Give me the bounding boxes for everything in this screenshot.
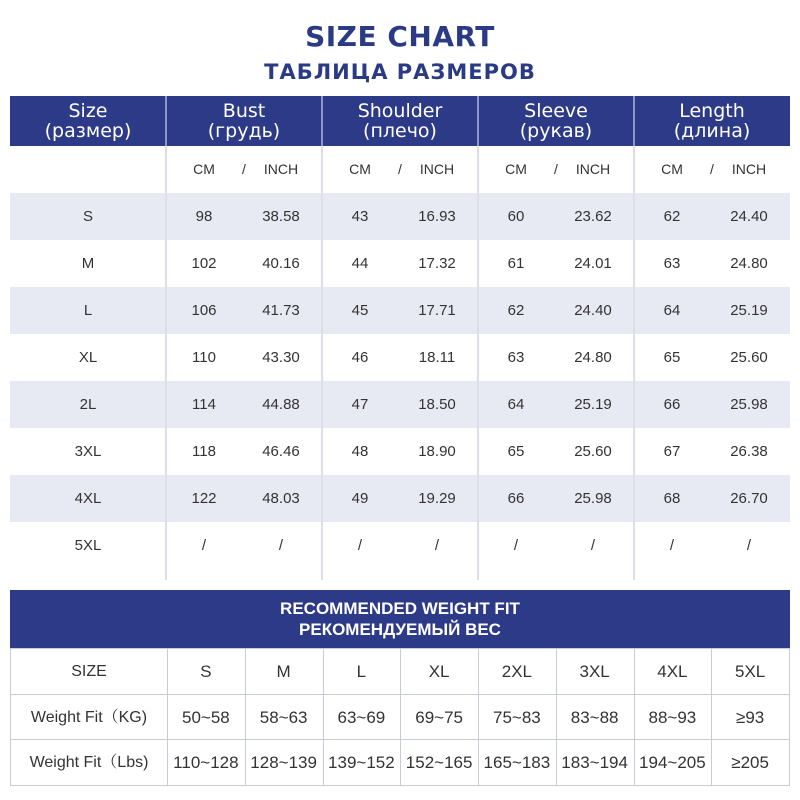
weight-kg-cell: 63~69 xyxy=(337,707,386,727)
value-cell: / xyxy=(357,537,363,554)
weight-size-cell: L xyxy=(356,662,367,681)
value-cell: / xyxy=(278,537,284,554)
weight-size-cell: 2XL xyxy=(501,662,532,681)
value-cell: 65 xyxy=(663,349,681,366)
header-divider xyxy=(633,96,635,146)
weight-size-cell: M xyxy=(276,662,291,681)
size-cell: 5XL xyxy=(74,537,102,554)
weight-lbs-cell: 139~152 xyxy=(328,753,395,772)
table-row xyxy=(10,428,790,475)
page-title: SIZE CHART xyxy=(305,20,495,53)
value-cell: 43 xyxy=(351,208,369,225)
unit-separator: / xyxy=(398,161,402,177)
value-cell: 25.98 xyxy=(730,396,768,413)
table-row xyxy=(10,193,790,240)
column-divider xyxy=(245,649,246,785)
weight-kg-cell: 69~75 xyxy=(415,707,463,727)
value-cell: 64 xyxy=(507,396,525,413)
value-cell: / xyxy=(434,537,440,554)
size-cell: 3XL xyxy=(74,443,102,460)
weight-lbs-cell: 152~165 xyxy=(405,753,473,772)
header-size-en: Size xyxy=(68,100,108,122)
value-cell: 18.11 xyxy=(418,349,456,366)
weight-lbs-label: Weight Fit（Lbs) xyxy=(29,754,149,771)
value-cell: 24.01 xyxy=(574,255,612,272)
unit-separator: / xyxy=(242,161,246,177)
weight-fit-grid xyxy=(10,648,790,786)
unit-inch: INCH xyxy=(575,161,611,177)
weight-lbs-cell: 183~194 xyxy=(561,753,628,772)
unit-inch: INCH xyxy=(419,161,455,177)
value-cell: 114 xyxy=(192,396,216,413)
value-cell: 60 xyxy=(507,208,525,225)
header-bust-ru: (грудь) xyxy=(207,120,281,142)
unit-separator: / xyxy=(710,161,714,177)
weight-size-cell: 4XL xyxy=(657,662,688,681)
units-row xyxy=(10,146,790,193)
unit-inch: INCH xyxy=(731,161,767,177)
value-cell: 17.32 xyxy=(418,255,456,272)
header-sleeve-en: Sleeve xyxy=(524,100,588,122)
size-cell: S xyxy=(82,208,93,225)
weight-fit-table xyxy=(10,590,790,786)
weight-size-cell: 3XL xyxy=(579,662,610,681)
value-cell: 23.62 xyxy=(574,208,612,225)
header-shoulder-en: Shoulder xyxy=(357,100,443,122)
value-cell: 48 xyxy=(351,443,369,460)
value-cell: 48.03 xyxy=(262,490,300,507)
header-length-en: Length xyxy=(679,100,745,122)
value-cell: 46 xyxy=(351,349,369,366)
value-cell: 110 xyxy=(192,349,216,366)
value-cell: 106 xyxy=(191,302,217,319)
size-cell: XL xyxy=(78,349,98,366)
size-cell: 4XL xyxy=(74,490,102,507)
value-cell: 24.80 xyxy=(730,255,768,272)
weight-size-label: SIZE xyxy=(71,663,107,680)
header-divider xyxy=(165,96,167,146)
unit-separator: / xyxy=(554,161,558,177)
weight-kg-cell: 83~88 xyxy=(570,707,619,727)
weight-size-cell: XL xyxy=(428,662,450,681)
column-divider xyxy=(323,649,324,785)
value-cell: 26.70 xyxy=(730,490,768,507)
weight-fit-title-ru: РЕКОМЕНДУЕМЫЙ ВЕС xyxy=(299,620,501,639)
value-cell: / xyxy=(746,537,752,554)
table-row xyxy=(10,522,790,569)
table-row xyxy=(10,334,790,381)
column-divider xyxy=(711,649,712,785)
weight-kg-cell: 75~83 xyxy=(493,707,541,727)
weight-kg-cell: 58~63 xyxy=(259,707,308,727)
value-cell: 98 xyxy=(195,208,213,225)
value-cell: 62 xyxy=(663,208,681,225)
header-length-ru: (длина) xyxy=(673,120,751,142)
value-cell: 38.58 xyxy=(262,208,300,225)
value-cell: 63 xyxy=(663,255,681,272)
value-cell: 18.90 xyxy=(418,443,456,460)
unit-cm: CM xyxy=(661,161,683,177)
value-cell: 65 xyxy=(507,443,525,460)
column-divider xyxy=(634,649,635,785)
value-cell: 122 xyxy=(191,490,217,507)
column-divider xyxy=(165,146,167,580)
weight-kg-label: Weight Fit（KG) xyxy=(30,708,148,726)
value-cell: 19.29 xyxy=(418,490,456,507)
weight-lbs-cell: ≥205 xyxy=(731,753,769,772)
value-cell: 25.60 xyxy=(730,349,768,366)
weight-size-cell: S xyxy=(200,662,212,681)
weight-kg-cell: 88~93 xyxy=(648,707,697,727)
header-bust-en: Bust xyxy=(222,100,266,122)
weight-lbs-cell: 128~139 xyxy=(250,753,317,772)
value-cell: 44 xyxy=(351,255,369,272)
value-cell: 24.40 xyxy=(574,302,612,319)
value-cell: 25.19 xyxy=(730,302,768,319)
weight-fit-header xyxy=(10,590,790,648)
value-cell: 118 xyxy=(192,443,216,460)
value-cell: 44.88 xyxy=(262,396,300,413)
value-cell: 16.93 xyxy=(418,208,456,225)
header-shoulder xyxy=(322,96,478,146)
column-divider xyxy=(556,649,557,785)
header-shoulder-ru: (плечо) xyxy=(363,120,437,142)
value-cell: 64 xyxy=(663,302,681,319)
weight-fit-title-en: RECOMMENDED WEIGHT FIT xyxy=(280,599,520,618)
header-size xyxy=(10,96,166,146)
column-divider xyxy=(321,146,323,580)
column-divider xyxy=(633,146,635,580)
table-row xyxy=(10,240,790,287)
value-cell: 63 xyxy=(507,349,525,366)
value-cell: 17.71 xyxy=(418,302,456,319)
value-cell: / xyxy=(201,537,207,554)
column-divider xyxy=(400,649,401,785)
column-divider xyxy=(478,649,479,785)
column-divider xyxy=(477,146,479,580)
header-sleeve-ru: (рукав) xyxy=(519,120,593,142)
value-cell: 41.73 xyxy=(262,302,300,319)
value-cell: 24.40 xyxy=(730,208,768,225)
value-cell: 24.80 xyxy=(574,349,612,366)
size-chart-table xyxy=(10,96,790,580)
size-cell: M xyxy=(81,255,95,272)
table-row xyxy=(10,381,790,428)
unit-cm: CM xyxy=(349,161,371,177)
value-cell: / xyxy=(513,537,519,554)
value-cell: 25.98 xyxy=(574,490,612,507)
value-cell: 68 xyxy=(663,490,681,507)
value-cell: 43.30 xyxy=(262,349,300,366)
value-cell: 40.16 xyxy=(262,255,300,272)
header-divider xyxy=(321,96,323,146)
header-length xyxy=(634,96,790,146)
value-cell: / xyxy=(590,537,596,554)
header-divider xyxy=(477,96,479,146)
value-cell: / xyxy=(669,537,675,554)
value-cell: 26.38 xyxy=(730,443,768,460)
size-chart-header xyxy=(10,96,790,146)
value-cell: 102 xyxy=(191,255,217,272)
header-size-ru: (размер) xyxy=(44,120,132,142)
weight-size-cell: 5XL xyxy=(735,662,766,681)
value-cell: 66 xyxy=(507,490,525,507)
table-row xyxy=(10,287,790,334)
header-bust xyxy=(166,96,322,146)
weight-lbs-cell: 110~128 xyxy=(173,753,239,772)
unit-inch: INCH xyxy=(263,161,299,177)
value-cell: 25.19 xyxy=(574,396,612,413)
table-row xyxy=(10,475,790,522)
value-cell: 47 xyxy=(351,396,369,413)
weight-lbs-cell: 165~183 xyxy=(483,753,551,772)
unit-cm: CM xyxy=(193,161,215,177)
weight-lbs-cell: 194~205 xyxy=(639,753,706,772)
value-cell: 61 xyxy=(507,255,525,272)
page-subtitle: ТАБЛИЦА РАЗМЕРОВ xyxy=(264,60,536,84)
value-cell: 46.46 xyxy=(262,443,300,460)
weight-kg-cell: ≥93 xyxy=(736,707,765,727)
header-sleeve xyxy=(478,96,634,146)
size-cell: L xyxy=(83,302,93,319)
unit-cm: CM xyxy=(505,161,527,177)
size-cell: 2L xyxy=(79,396,97,413)
weight-kg-cell: 50~58 xyxy=(182,707,230,727)
value-cell: 49 xyxy=(351,490,369,507)
value-cell: 45 xyxy=(351,302,369,319)
value-cell: 62 xyxy=(507,302,525,319)
value-cell: 67 xyxy=(663,443,681,460)
value-cell: 66 xyxy=(663,396,681,413)
column-divider xyxy=(167,649,168,785)
value-cell: 18.50 xyxy=(418,396,456,413)
value-cell: 25.60 xyxy=(574,443,612,460)
